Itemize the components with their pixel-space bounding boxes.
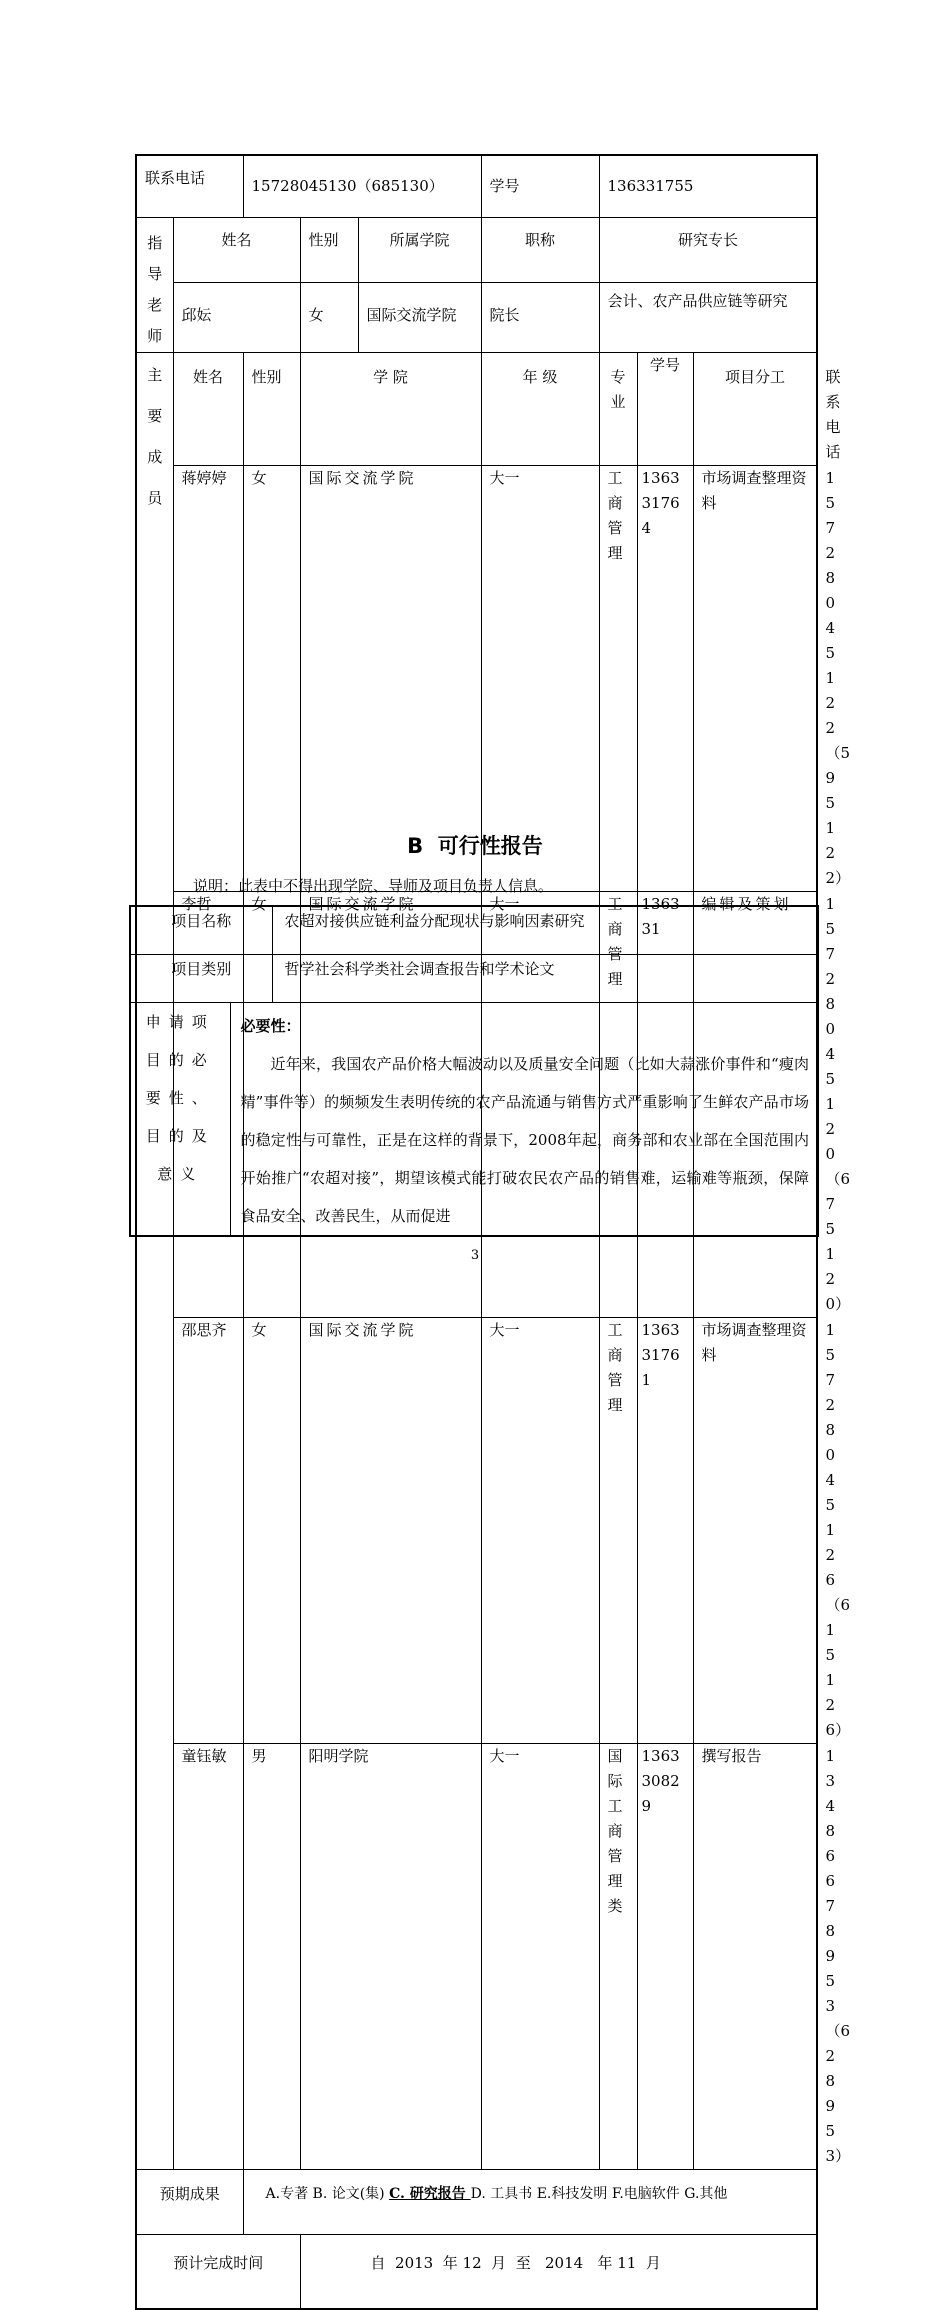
phone-label: 联系电话 [136,155,243,217]
member-gender: 女 [243,465,300,891]
member-major: 工商管理 [599,465,637,891]
project-name-label: 项目名称 [130,906,272,954]
necessity-heading: 必要性： [240,1016,301,1035]
members-section-label: 主 要 成 员 [136,352,173,2169]
advisor-header-gender: 性别 [300,217,358,283]
outcome-label: 预期成果 [136,2169,243,2234]
member-name: 邵思齐 [173,1317,243,1743]
student-id-label: 学号 [481,155,599,217]
section-title: B 可行性报告 [407,834,543,858]
member-id: 136331761 [637,1317,693,1743]
member-role: 编辑及策划 [693,891,817,1317]
project-type-label: 项目类别 [130,954,272,1002]
advisor-header-name: 姓名 [173,217,300,283]
purpose-label: 申请项目的必要性、目的及意义 [130,1002,230,1236]
advisor-title: 院长 [481,283,599,352]
note-text: 说明：此表中不得出现学院、导师及项目负责人信息。 [193,877,554,895]
member-id: 136331764 [637,465,693,891]
advisor-expertise: 会计、农产品供应链等研究 [599,283,817,352]
member-role: 撰写报告 [693,1743,817,2169]
necessity-text: 近年来，我国农产品价格大幅波动以及质量安全问题（比如大蒜涨价事件和“瘦肉精”事件等）的频频发生表明传统的农产品流通与销售方式严重影响了生鲜农产品市场的稳定性与可靠性，正是在这样的背景下，2008年起，商务部和农业部在全国范围内开始推广“农超对接”，期望该模式能打破农民农产品的销售难，运输难等瓶颈，保障食品安全、改善民生，从而促进 [240,1054,809,1225]
table-row: 邵思齐 女 国际交流学院 大一 工商管理 136331761 市场调查整理资料 15728045126（615126） [136,1317,817,1743]
project-feasibility-table [129,905,819,1237]
advisor-header-expertise: 研究专长 [599,217,817,283]
project-type-value: 哲学社会科学类社会调查报告和学术论文 [272,954,818,1002]
member-header-gender: 性别 [243,352,300,465]
purpose-body [230,1002,818,1236]
table-row: 李哲 女 国际交流学院 大一 工商管理 136331 编辑及策划 15728045120（675120） [136,891,817,1317]
advisor-header-college: 所属学院 [358,217,481,283]
member-college: 国际交流学院 [300,891,481,1317]
member-name: 蒋婷婷 [173,465,243,891]
timeline-label: 预计完成时间 [136,2234,300,2309]
outcome-selected: C. 研究报告 [389,2185,471,2202]
table-row: 童钰敏 男 阳明学院 大一 国际工商管理类 136330829 撰写报告 13486678953（628953） [136,1743,817,2169]
timeline-value: 自 2013 年 12 月 至 2014 年 11 月 [300,2234,817,2309]
table-row: 蒋婷婷 女 国际交流学院 大一 工商管理 136331764 市场调查整理资料 15728045122（595122） [136,465,817,891]
member-gender: 女 [243,891,300,1317]
member-grade: 大一 [481,1317,599,1743]
member-role: 市场调查整理资料 [693,465,817,891]
member-college: 国际交流学院 [300,1317,481,1743]
student-id-value: 136331755 [599,155,817,217]
member-name: 童钰敏 [173,1743,243,2169]
project-name-value: 农超对接供应链利益分配现状与影响因素研究 [272,906,818,954]
outcome-options [243,2169,817,2234]
member-grade: 大一 [481,1743,599,2169]
member-college: 阳明学院 [300,1743,481,2169]
member-grade: 大一 [481,465,599,891]
page-number: 3 [470,1248,480,1263]
member-id: 136331 [637,891,693,1317]
application-info-table: 联系电话 15728045130（685130） 学号 136331755 指 导 老 师 姓名 性别 所属学院 职称 研究专长 邱妘 女 国际交流学院 院长 会计、农产品供应链等研究 主 要 成 员 姓名 性别 学 院 年 级 专 业 学号 项目分工 联系电话 蒋婷婷 女 国际交流学院 大一 工商管理 136331764 市场调查整理资料 15728045122（595122） 李哲 女 国际交流学院 大一 工商管理 136331 编辑及策划 15728045120（675120） 邵思齐 女 国际交流学院 大一 工商管理 136331761 市场调查整理资料 15728045126（615126） 童钰敏 男 阳明学院 大一 国际工商管理类 136330829 撰写报告 13486678953（628953） 预期成果 A.专著 B. 论文(集) C. 研究报告 D. 工具书 E.科技发明 F.电脑软件 G.其他 预计完成时间 自 2013 年 12 月 至 2014 年 11 月 [135,154,818,2310]
member-major: 国际工商管理类 [599,1743,637,2169]
member-college: 国际交流学院 [300,465,481,891]
member-id: 136330829 [637,1743,693,2169]
member-header-major: 专 业 [599,352,637,465]
advisor-section-label: 指 导 老 师 [136,217,173,352]
member-header-name: 姓名 [173,352,243,465]
member-header-grade: 年 级 [481,352,599,465]
outcome-options-after: D. 工具书 E.科技发明 F.电脑软件 G.其他 [470,2185,728,2202]
advisor-name: 邱妘 [173,283,300,352]
member-role: 市场调查整理资料 [693,1317,817,1743]
member-gender: 女 [243,1317,300,1743]
member-major: 工商管理 [599,891,637,1317]
outcome-options-before: A.专著 B. 论文(集) [265,2185,390,2202]
member-grade: 大一 [481,891,599,1317]
advisor-header-title: 职称 [481,217,599,283]
member-major: 工商管理 [599,1317,637,1743]
advisor-gender: 女 [300,283,358,352]
member-gender: 男 [243,1743,300,2169]
phone-value: 15728045130（685130） [243,155,481,217]
member-name: 李哲 [173,891,243,1317]
member-header-role: 项目分工 [693,352,817,465]
member-header-college: 学 院 [300,352,481,465]
advisor-college: 国际交流学院 [358,283,481,352]
member-header-id: 学号 [637,352,693,465]
